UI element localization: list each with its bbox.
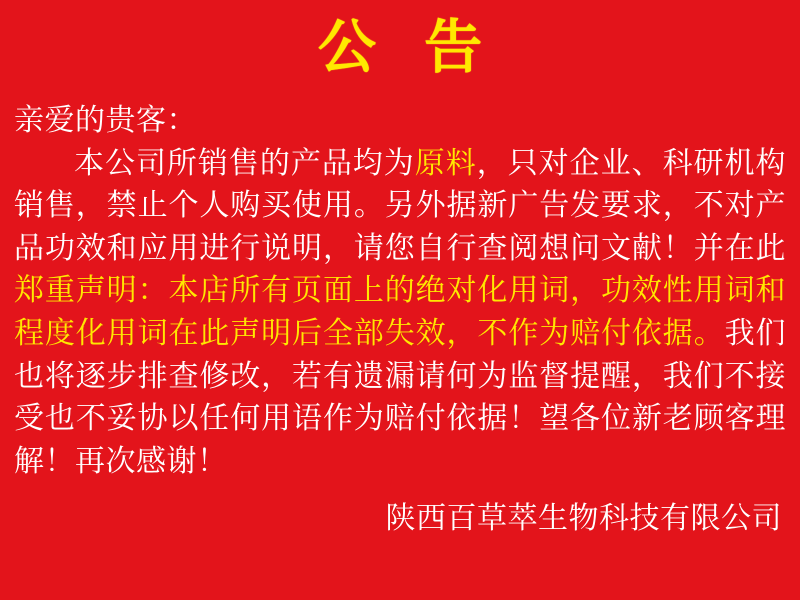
paragraph-highlight-raw-material: 原料 bbox=[414, 145, 477, 181]
paragraph-segment-1: 本公司所销售的产品均为 bbox=[74, 145, 415, 181]
paragraph-segment-3: ，只对企业、科研机构销售，禁止个人购买使用。另外据新广告发要求，不对产品功效和应用进行说明，请您自行查阅想问文献！并在此 bbox=[14, 145, 787, 266]
page-title: 公 告 bbox=[317, 13, 497, 81]
paragraph-highlight-statement: 郑重声明：本店所有页面上的绝对化用词，功效性用词和程度化用词在此声明后全部失效，不作为赔付依据。 bbox=[14, 273, 786, 351]
company-signature: 陕西百草萃生物科技有限公司 bbox=[385, 501, 782, 537]
announcement-paragraph bbox=[14, 143, 786, 484]
paragraph-segment-5: 我们也将逐步排查修改，若有遗漏请何为监督提醒，我们不接受也不妥协以任何用语作为赔付依据！望各位新老顾客理解！再次感谢！ bbox=[14, 315, 787, 479]
salutation-line: 亲爱的贵客： bbox=[14, 103, 197, 138]
announcement-body bbox=[0, 100, 800, 483]
